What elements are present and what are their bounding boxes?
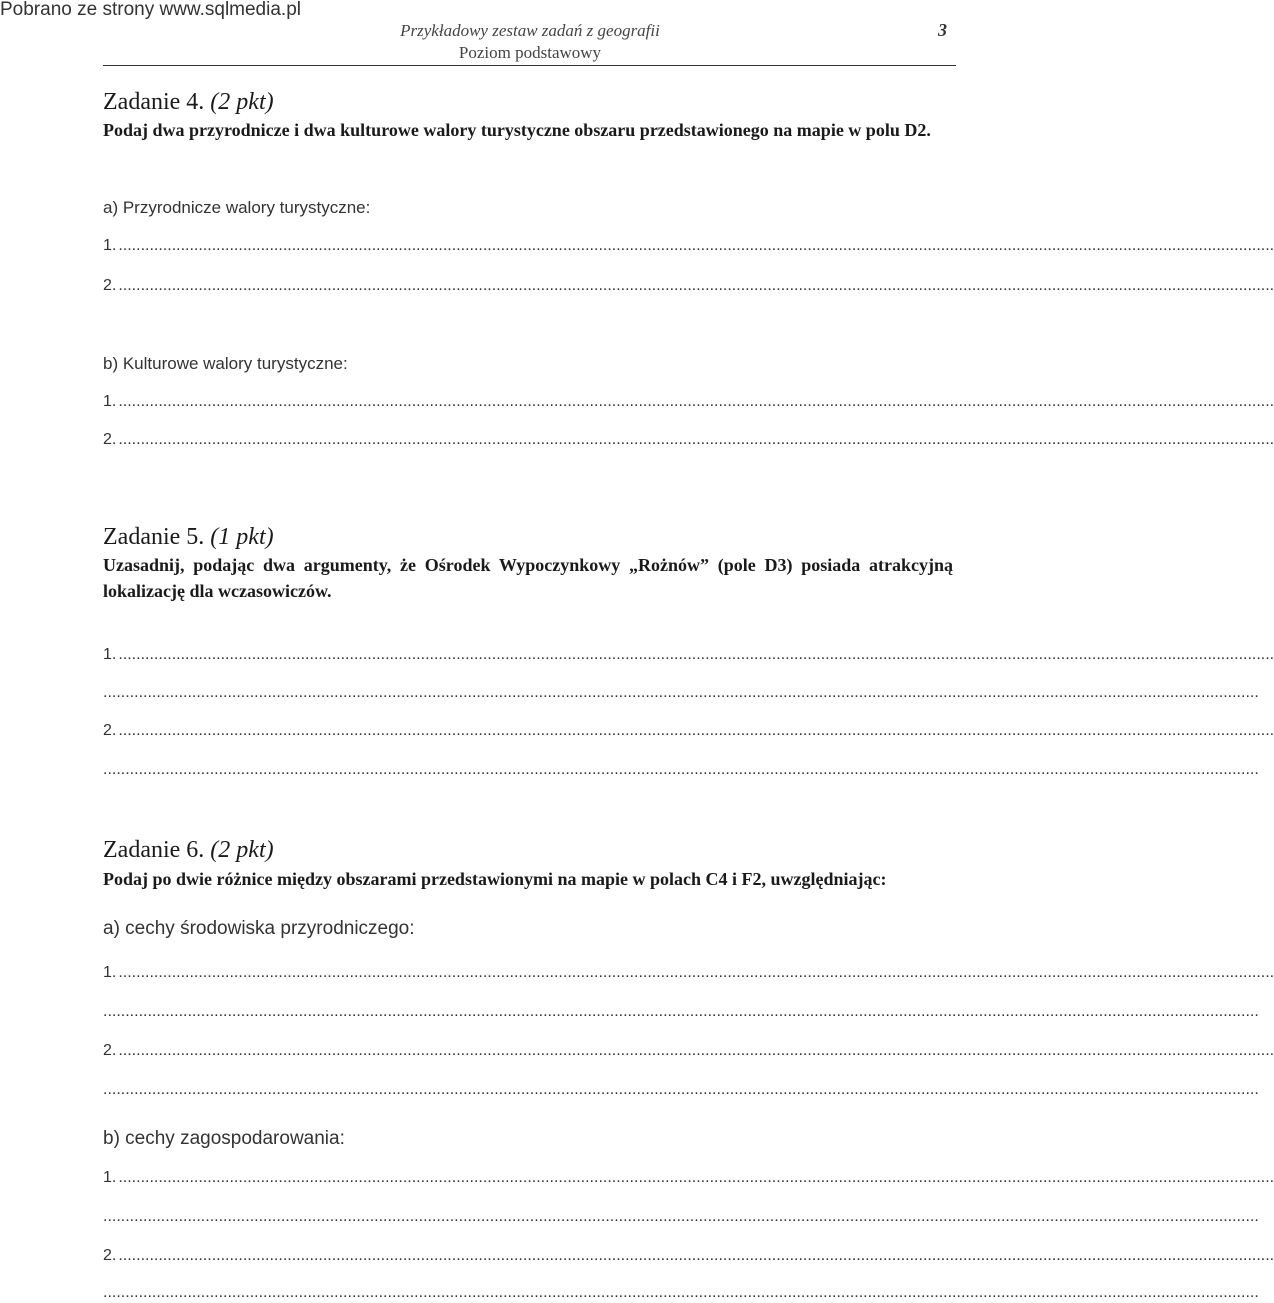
task6-part-a-label: a) cechy środowiska przyrodniczego: bbox=[103, 918, 415, 939]
answer-number: 1. bbox=[103, 964, 117, 981]
header-title-line2: Poziom podstawowy bbox=[458, 43, 602, 62]
task6-instruction: Podaj po dwie różnice między obszarami przedstawionymi na mapie w polach C4 i F2, uwzględniając: bbox=[103, 869, 887, 889]
task5-answer-1[interactable]: 1. .................................................................................................................................................................................................................................................................... bbox=[103, 646, 1274, 663]
task5-title bbox=[103, 522, 274, 552]
task4-instruction: Podaj dwa przyrodnicze i dwa kulturowe walory turystyczne obszaru przedstawionego na mapie w polu D2. bbox=[103, 120, 931, 140]
header-divider bbox=[103, 65, 956, 66]
task6-title-text: Zadanie 6. bbox=[103, 837, 205, 863]
task4-title bbox=[103, 87, 274, 117]
answer-number: 1. bbox=[103, 237, 117, 254]
page-header-title bbox=[385, 20, 675, 64]
answer-number: 2. bbox=[103, 431, 117, 448]
task6-a-answer-1-cont[interactable]: .................................................................................................................................................................................................................................................................... bbox=[103, 1003, 1259, 1020]
task6-a-answer-2[interactable]: 2. .................................................................................................................................................................................................................................................................... bbox=[103, 1042, 1274, 1059]
task6-b-answer-2-cont[interactable]: .................................................................................................................................................................................................................................................................... bbox=[103, 1284, 1259, 1301]
answer-number: 2. bbox=[103, 722, 117, 739]
task4-part-b-label: b) Kulturowe walory turystyczne: bbox=[103, 354, 348, 373]
answer-number: 1. bbox=[103, 646, 117, 663]
answer-number: 2. bbox=[103, 1042, 117, 1059]
task6-part-b-label: b) cechy zagospodarowania: bbox=[103, 1128, 345, 1149]
task5-answer-2[interactable]: 2. .................................................................................................................................................................................................................................................................... bbox=[103, 722, 1274, 739]
task6-title bbox=[103, 835, 274, 865]
task5-answer-1-cont[interactable]: .................................................................................................................................................................................................................................................................... bbox=[103, 684, 1259, 701]
task5-answer-2-cont[interactable]: .................................................................................................................................................................................................................................................................... bbox=[103, 761, 1259, 778]
answer-number: 2. bbox=[103, 1247, 117, 1264]
answer-number: 1. bbox=[103, 393, 117, 410]
task6-a-answer-2-cont[interactable]: .................................................................................................................................................................................................................................................................... bbox=[103, 1081, 1259, 1098]
answer-number: 2. bbox=[103, 277, 117, 294]
page-number: 3 bbox=[938, 20, 947, 40]
task4-a-answer-2[interactable]: 2. .................................................................................................................................................................................................................................................................... bbox=[103, 277, 1274, 294]
task4-b-answer-2[interactable]: 2. .................................................................................................................................................................................................................................................................... bbox=[103, 431, 1274, 448]
task5-points: (1 pkt) bbox=[210, 524, 274, 550]
answer-number: 1. bbox=[103, 1169, 117, 1186]
task6-points: (2 pkt) bbox=[210, 837, 274, 863]
task4-a-answer-1[interactable]: 1. .................................................................................................................................................................................................................................................................... bbox=[103, 237, 1274, 254]
task6-b-answer-1-cont[interactable]: .................................................................................................................................................................................................................................................................... bbox=[103, 1208, 1259, 1225]
header-title-line1: Przykładowy zestaw zadań z geografii bbox=[400, 21, 660, 40]
task5-instruction: Uzasadnij, podając dwa argumenty, że Ośrodek Wypoczynkowy „Rożnów” (pole D3) posiada atrakcyjną lokalizację dla wczasowiczów. bbox=[103, 555, 953, 601]
task6-a-answer-1[interactable]: 1. .................................................................................................................................................................................................................................................................... bbox=[103, 964, 1274, 981]
task6-b-answer-2[interactable]: 2. .................................................................................................................................................................................................................................................................... bbox=[103, 1247, 1274, 1264]
task5-title-text: Zadanie 5. bbox=[103, 524, 205, 550]
task4-part-a-label: a) Przyrodnicze walory turystyczne: bbox=[103, 198, 371, 217]
task6-b-answer-1[interactable]: 1. .................................................................................................................................................................................................................................................................... bbox=[103, 1169, 1274, 1186]
task4-points: (2 pkt) bbox=[210, 89, 274, 115]
task4-title-text: Zadanie 4. bbox=[103, 89, 205, 115]
task4-b-answer-1[interactable]: 1. .................................................................................................................................................................................................................................................................... bbox=[103, 393, 1274, 410]
watermark: Pobrano ze strony www.sqlmedia.pl bbox=[0, 0, 301, 20]
